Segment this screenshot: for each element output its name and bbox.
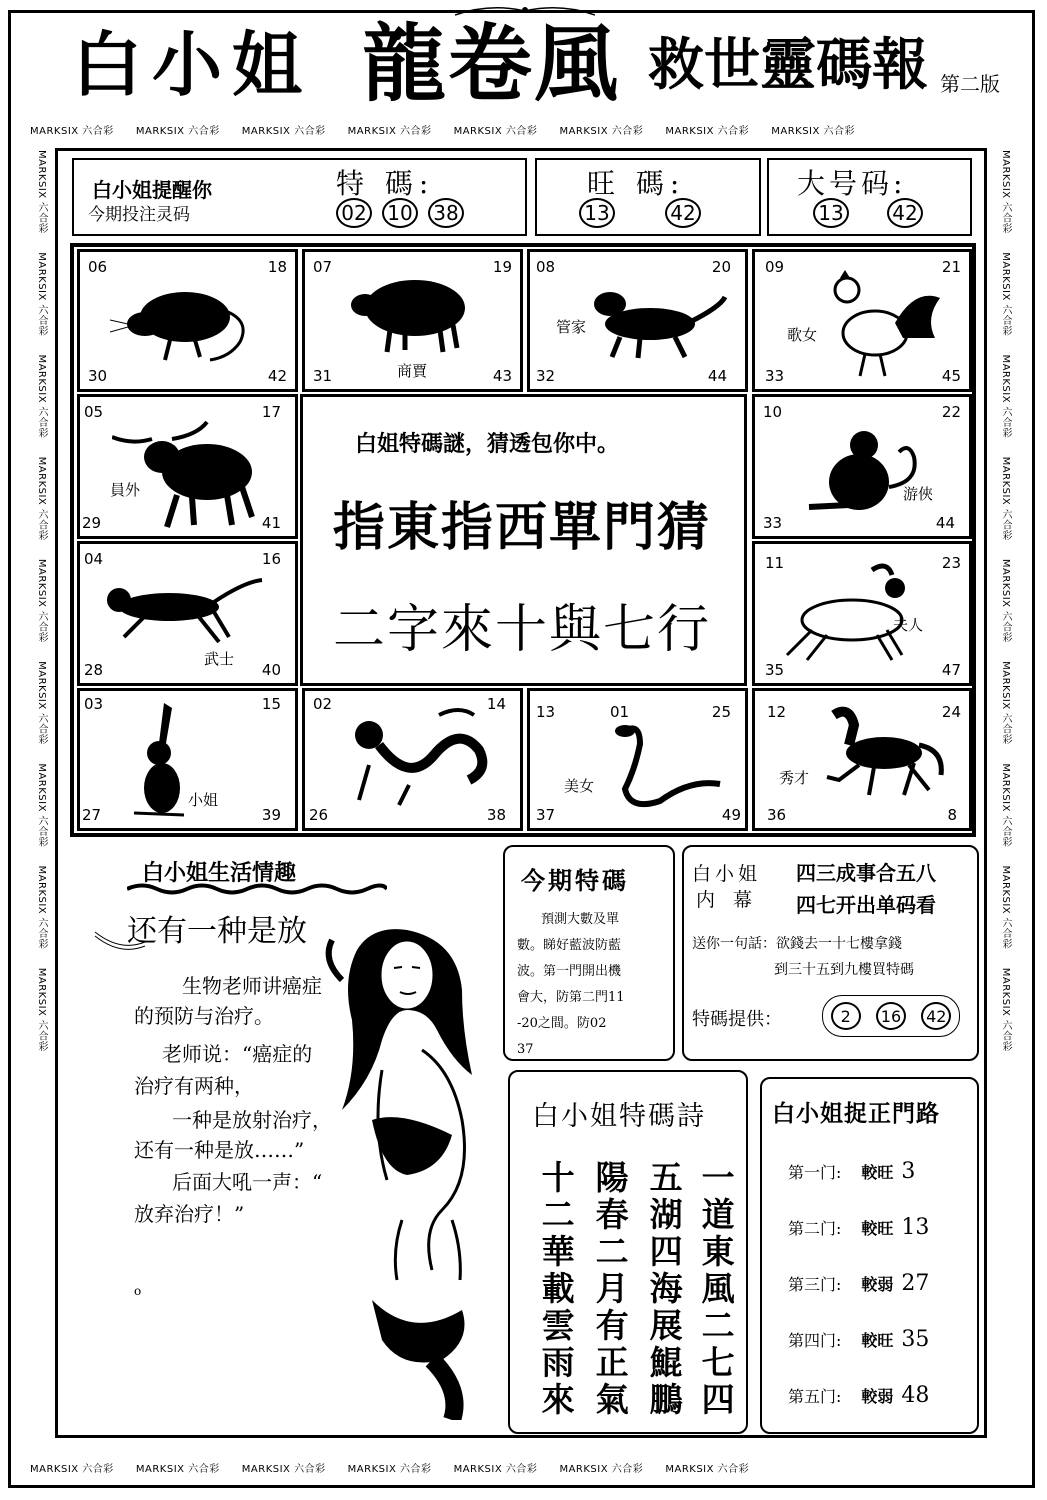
hot-code-ball: 42 [665, 198, 701, 228]
life-subtitle: 还有一种是放 [127, 914, 307, 949]
tiger-icon [104, 572, 264, 652]
watermark-text: MARKSIX 六合彩 [36, 252, 47, 337]
insider-provide-balls [822, 995, 960, 1037]
life-line: 治疗有两种， [134, 1074, 254, 1098]
door-num: 3 [901, 1159, 916, 1184]
zodiac-cell-pig [302, 249, 523, 392]
special-code-label: 特 碼: [336, 167, 435, 200]
poem-box [508, 1070, 748, 1434]
watermark-text: MARKSIX 六合彩 [559, 126, 644, 137]
insider-saying2: 到三十五到九樓買特碼 [774, 962, 914, 978]
zodiac-label: 游俠 [903, 485, 934, 503]
door-num: 27 [901, 1271, 930, 1296]
poem-column: 一道東風二七四 [696, 1160, 736, 1419]
door-num: 35 [901, 1327, 930, 1352]
zodiac-num: 45 [941, 367, 961, 385]
zodiac-label: 美女 [564, 777, 595, 795]
zodiac-cell-dragon [302, 688, 523, 831]
zodiac-num: 09 [765, 258, 785, 276]
door-state: 較旺 [861, 1331, 894, 1350]
life-line: 的预防与治疗。 [134, 1004, 274, 1028]
watermark-text: MARKSIX 六合彩 [135, 126, 220, 137]
insider-box [682, 845, 979, 1061]
zodiac-num: 11 [765, 554, 785, 572]
this-period-line: 預測大數及單 [541, 912, 620, 927]
watermark-text: MARKSIX 六合彩 [453, 126, 538, 137]
riddle-line2: 二字來十與七行 [333, 600, 712, 660]
watermark-text: MARKSIX 六合彩 [771, 126, 856, 137]
watermark-text: MARKSIX 六合彩 [1000, 967, 1011, 1052]
door-state: 較旺 [861, 1163, 894, 1182]
zodiac-num: 16 [261, 550, 281, 568]
zodiac-num: 28 [84, 661, 104, 679]
watermark-text: MARKSIX 六合彩 [1000, 150, 1011, 234]
dragon-icon [339, 705, 499, 810]
insider-label1: 白小姐 [692, 863, 762, 885]
zodiac-num: 14 [486, 695, 506, 713]
provide-ball: 2 [831, 1002, 861, 1030]
door-state: 較弱 [861, 1275, 894, 1294]
zodiac-num: 08 [536, 258, 556, 276]
zodiac-label: 歌女 [787, 326, 818, 344]
zodiac-num: 04 [84, 550, 104, 568]
zodiac-num: 03 [84, 695, 104, 713]
zodiac-num: 23 [941, 554, 961, 572]
watermark-text: MARKSIX 六合彩 [36, 661, 47, 745]
doors-title: 白小姐捉正門路 [772, 1100, 940, 1127]
woman-illustration [312, 920, 497, 1420]
watermark-text: MARKSIX 六合彩 [347, 1464, 432, 1475]
zodiac-num: 05 [84, 403, 104, 421]
zodiac-num: 30 [88, 367, 108, 385]
riddle-intro: 白姐特碼謎，猜透包你中。 [355, 431, 620, 457]
goat-icon [777, 560, 927, 665]
zodiac-num: 49 [721, 806, 741, 824]
life-line: 老师说：“癌症的 [162, 1042, 313, 1066]
life-line: 一种是放射治疗， [172, 1108, 332, 1132]
watermark-text: MARKSIX 六合彩 [1000, 252, 1011, 337]
doors-box [760, 1077, 979, 1434]
zodiac-label: 夫人 [893, 616, 924, 634]
zodiac-label: 商賈 [397, 362, 428, 380]
zodiac-num: 33 [763, 514, 783, 532]
rabbit-icon [124, 703, 194, 818]
watermark-text: MARKSIX 六合彩 [36, 456, 47, 541]
watermark-text: MARKSIX 六合彩 [30, 126, 114, 137]
watermark-text: MARKSIX 六合彩 [665, 1464, 750, 1475]
watermark-text: MARKSIX 六合彩 [1000, 558, 1011, 643]
zodiac-num: 36 [767, 806, 787, 824]
zodiac-num: 07 [313, 258, 333, 276]
reminder-line2: 今期投注灵码 [88, 205, 190, 225]
watermark-text: MARKSIX 六合彩 [36, 558, 47, 643]
zodiac-cell-monkey [752, 394, 972, 539]
zodiac-num: 38 [486, 806, 506, 824]
zodiac-num: 27 [82, 806, 102, 824]
provide-ball: 16 [876, 1002, 906, 1030]
poem-column: 十二華載雲雨來 [536, 1160, 576, 1419]
hot-code-numbers [579, 198, 701, 228]
life-line: 后面大吼一声：“ [172, 1170, 323, 1194]
poem-column: 陽春二月有正氣 [590, 1160, 630, 1419]
special-code-ball: 02 [336, 198, 372, 228]
zodiac-cell-goat [752, 541, 972, 686]
zodiac-num: 22 [941, 403, 961, 421]
zodiac-num: 24 [941, 703, 961, 721]
this-period-line: -20之間。防02 [517, 1016, 607, 1031]
life-line: 生物老师讲癌症 [182, 974, 322, 998]
zodiac-num: 20 [711, 258, 731, 276]
life-section [72, 842, 497, 1432]
watermark-text: MARKSIX 六合彩 [241, 126, 326, 137]
zodiac-num: 41 [261, 514, 281, 532]
watermark-text: MARKSIX 六合彩 [36, 354, 47, 439]
zodiac-cell-dog [527, 249, 748, 392]
door-name: 第四门: [788, 1331, 842, 1350]
zodiac-num: 12 [767, 703, 787, 721]
life-line: 放弃治疗！” [134, 1202, 245, 1226]
riddle-line1: 指東指西單門猜 [333, 497, 712, 558]
pig-icon [345, 270, 475, 355]
zodiac-num: 32 [536, 367, 556, 385]
watermark-text: MARKSIX 六合彩 [36, 150, 47, 234]
zodiac-num: 39 [261, 806, 281, 824]
zodiac-cell-horse [752, 688, 972, 831]
zodiac-num: 47 [941, 661, 961, 679]
watermark-text: MARKSIX 六合彩 [559, 1464, 644, 1475]
zodiac-num: 37 [536, 806, 556, 824]
rat-icon [110, 272, 260, 367]
watermark-text: MARKSIX 六合彩 [36, 763, 47, 848]
special-code-numbers [336, 198, 464, 228]
watermark-text: MARKSIX 六合彩 [1000, 354, 1011, 439]
monkey-icon [799, 427, 929, 517]
watermark-text: MARKSIX 六合彩 [36, 967, 47, 1052]
big-code-label: 大号码: [797, 167, 907, 200]
watermark-right [998, 150, 1013, 1440]
zodiac-cell-ox [77, 394, 298, 539]
this-period-line: 數。睇好藍波防藍 [517, 938, 622, 953]
zodiac-num: 17 [261, 403, 281, 421]
ox-icon [112, 417, 262, 532]
insider-saying1: 送你一句話：欲錢去一十七樓拿錢 [692, 936, 902, 952]
zodiac-cell-rabbit [77, 688, 298, 831]
zodiac-num: 19 [492, 258, 512, 276]
door-row [788, 1215, 929, 1240]
zodiac-num: 40 [261, 661, 281, 679]
hot-code-box [535, 158, 761, 236]
watermark-text: MARKSIX 六合彩 [30, 1464, 114, 1475]
hot-code-ball: 13 [579, 198, 615, 228]
watermark-text: MARKSIX 六合彩 [241, 1464, 326, 1475]
watermark-text: MARKSIX 六合彩 [1000, 763, 1011, 848]
header-edition: 第二版 [940, 72, 1000, 96]
header-slogan: 救世靈碼報 [648, 33, 928, 98]
this-period-box [503, 845, 675, 1061]
big-code-box [767, 158, 972, 236]
zodiac-label: 秀才 [779, 769, 810, 787]
zodiac-cell-rooster [752, 249, 972, 392]
big-code-ball: 13 [813, 198, 849, 228]
door-num: 13 [901, 1215, 930, 1240]
zodiac-cell-snake [527, 688, 748, 831]
life-mark: o [134, 1284, 142, 1298]
header-brand: 龍卷風 [362, 15, 621, 113]
watermark-top [30, 122, 1020, 137]
zodiac-num: 06 [88, 258, 108, 276]
reminder-line1: 白小姐提醒你 [92, 178, 212, 202]
wave-decoration [127, 882, 387, 896]
special-code-ball: 38 [428, 198, 464, 228]
top-ornament [455, 2, 595, 16]
reminder-box [72, 158, 527, 236]
life-title: 白小姐生活情趣 [142, 860, 297, 886]
zodiac-num: 10 [763, 403, 783, 421]
this-period-line: 波。第一門開出機 [517, 964, 622, 979]
this-period-line: 會大，防第二門11 [517, 990, 625, 1005]
watermark-text: MARKSIX 六合彩 [1000, 456, 1011, 541]
swirl-decoration [90, 922, 150, 952]
insider-line2: 四七开出单码看 [796, 893, 936, 917]
header-name: 白小姐 [72, 23, 312, 106]
watermark-text: MARKSIX 六合彩 [453, 1464, 538, 1475]
insider-line1: 四三成事合五八 [796, 861, 936, 885]
watermark-text: MARKSIX 六合彩 [1000, 865, 1011, 950]
zodiac-num: 35 [765, 661, 785, 679]
rooster-icon [825, 268, 945, 378]
big-code-ball: 42 [887, 198, 923, 228]
watermark-bottom [30, 1460, 1020, 1475]
zodiac-num: 13 [536, 703, 556, 721]
door-state: 較旺 [861, 1219, 894, 1238]
zodiac-num: 33 [765, 367, 785, 385]
poem-column: 五湖四海展鯤鵬 [644, 1160, 684, 1419]
door-row [788, 1159, 915, 1184]
door-row [788, 1327, 929, 1352]
poem-title: 白小姐特碼詩 [532, 1101, 706, 1132]
watermark-text: MARKSIX 六合彩 [36, 865, 47, 950]
big-code-numbers [813, 198, 923, 228]
snake-icon [610, 719, 730, 814]
special-code-ball: 10 [382, 198, 418, 228]
provide-ball: 42 [921, 1002, 951, 1030]
life-line: 还有一种是放……” [134, 1138, 305, 1162]
watermark-text: MARKSIX 六合彩 [1000, 661, 1011, 745]
hot-code-label: 旺 碼: [587, 167, 686, 200]
zodiac-num: 43 [492, 367, 512, 385]
zodiac-num: 26 [309, 806, 329, 824]
door-name: 第五门: [788, 1387, 842, 1406]
this-period-title: 今期特碼 [521, 866, 629, 895]
door-name: 第一门: [788, 1163, 842, 1182]
door-name: 第二门: [788, 1219, 842, 1238]
zodiac-num: 18 [267, 258, 287, 276]
dog-icon [590, 282, 730, 362]
zodiac-cell-rat [77, 249, 298, 392]
door-row [788, 1383, 929, 1408]
riddle-box [300, 394, 747, 686]
this-period-text [517, 907, 673, 1063]
watermark-text: MARKSIX 六合彩 [347, 126, 432, 137]
watermark-left [34, 150, 49, 1440]
watermark-text: MARKSIX 六合彩 [665, 126, 750, 137]
this-period-line: 37 [517, 1042, 534, 1057]
zodiac-num: 21 [941, 258, 961, 276]
zodiac-label: 管家 [556, 318, 587, 336]
insider-label2: 内 幕 [696, 889, 759, 911]
zodiac-num: 31 [313, 367, 333, 385]
zodiac-label: 小姐 [188, 791, 219, 809]
door-name: 第三门: [788, 1275, 842, 1294]
zodiac-num: 44 [707, 367, 727, 385]
zodiac-num: 42 [267, 367, 287, 385]
door-state: 較弱 [861, 1387, 894, 1406]
door-row [788, 1271, 929, 1296]
zodiac-num: 02 [313, 695, 333, 713]
door-num: 48 [901, 1383, 930, 1408]
horse-icon [819, 705, 949, 805]
zodiac-num: 44 [935, 514, 955, 532]
insider-provide-label: 特碼提供： [692, 1009, 782, 1030]
zodiac-num: 01 [610, 703, 630, 721]
zodiac-num: 8 [947, 806, 957, 824]
zodiac-num: 25 [711, 703, 731, 721]
zodiac-cell-tiger [77, 541, 298, 686]
zodiac-label: 武士 [204, 650, 235, 668]
zodiac-label: 員外 [110, 481, 141, 499]
zodiac-num: 29 [82, 514, 102, 532]
watermark-text: MARKSIX 六合彩 [135, 1464, 220, 1475]
zodiac-num: 15 [261, 695, 281, 713]
